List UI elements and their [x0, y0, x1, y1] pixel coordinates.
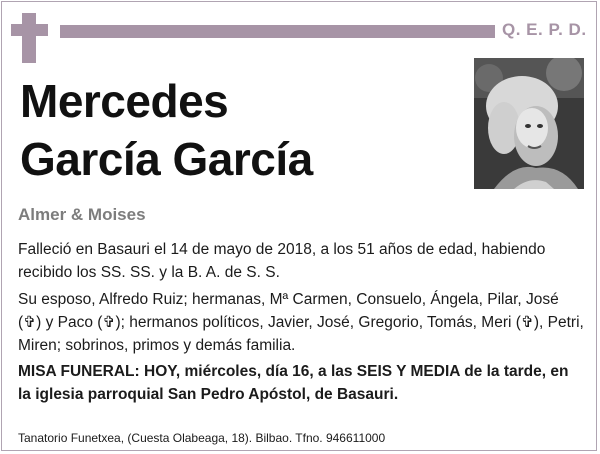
- obituary-card: [1, 1, 597, 451]
- deceased-name: [20, 72, 450, 188]
- funeral-mass-paragraph: MISA FUNERAL: HOY, miércoles, día 16, a las SEIS Y MEDIA de la tarde, en la iglesia parroquial San Pedro Apóstol, de Basauri.: [18, 363, 569, 403]
- header-rule: [60, 25, 495, 38]
- death-notice-paragraph: Falleció en Basauri el 14 de mayo de 2018, a los 51 años de edad, habiendo recibido los SS. SS. y la B. A. de S. S.: [18, 241, 546, 281]
- family-list-paragraph: Su esposo, Alfredo Ruiz; hermanas, Mª Carmen, Consuelo, Ángela, Pilar, José (✞) y Paco (✞); hermanos políticos, Javier, José, Gregorio, Tomás, Meri (✞), Petri, Miren; sobrinos, primos y demás familia.: [18, 291, 584, 354]
- name-line-2: García García: [20, 133, 313, 185]
- cross-icon: [22, 13, 36, 63]
- funeral-home-footer: Tanatorio Funetxea, (Cuesta Olabeaga, 18). Bilbao. Tfno. 946611000: [18, 431, 386, 445]
- qepd-label: Q. E. P. D.: [502, 20, 587, 39]
- family-subtitle: Almer & Moises: [18, 205, 146, 224]
- name-line-1: Mercedes: [20, 75, 229, 127]
- portrait-photo: [474, 58, 584, 189]
- cross-icon-bar: [11, 24, 48, 36]
